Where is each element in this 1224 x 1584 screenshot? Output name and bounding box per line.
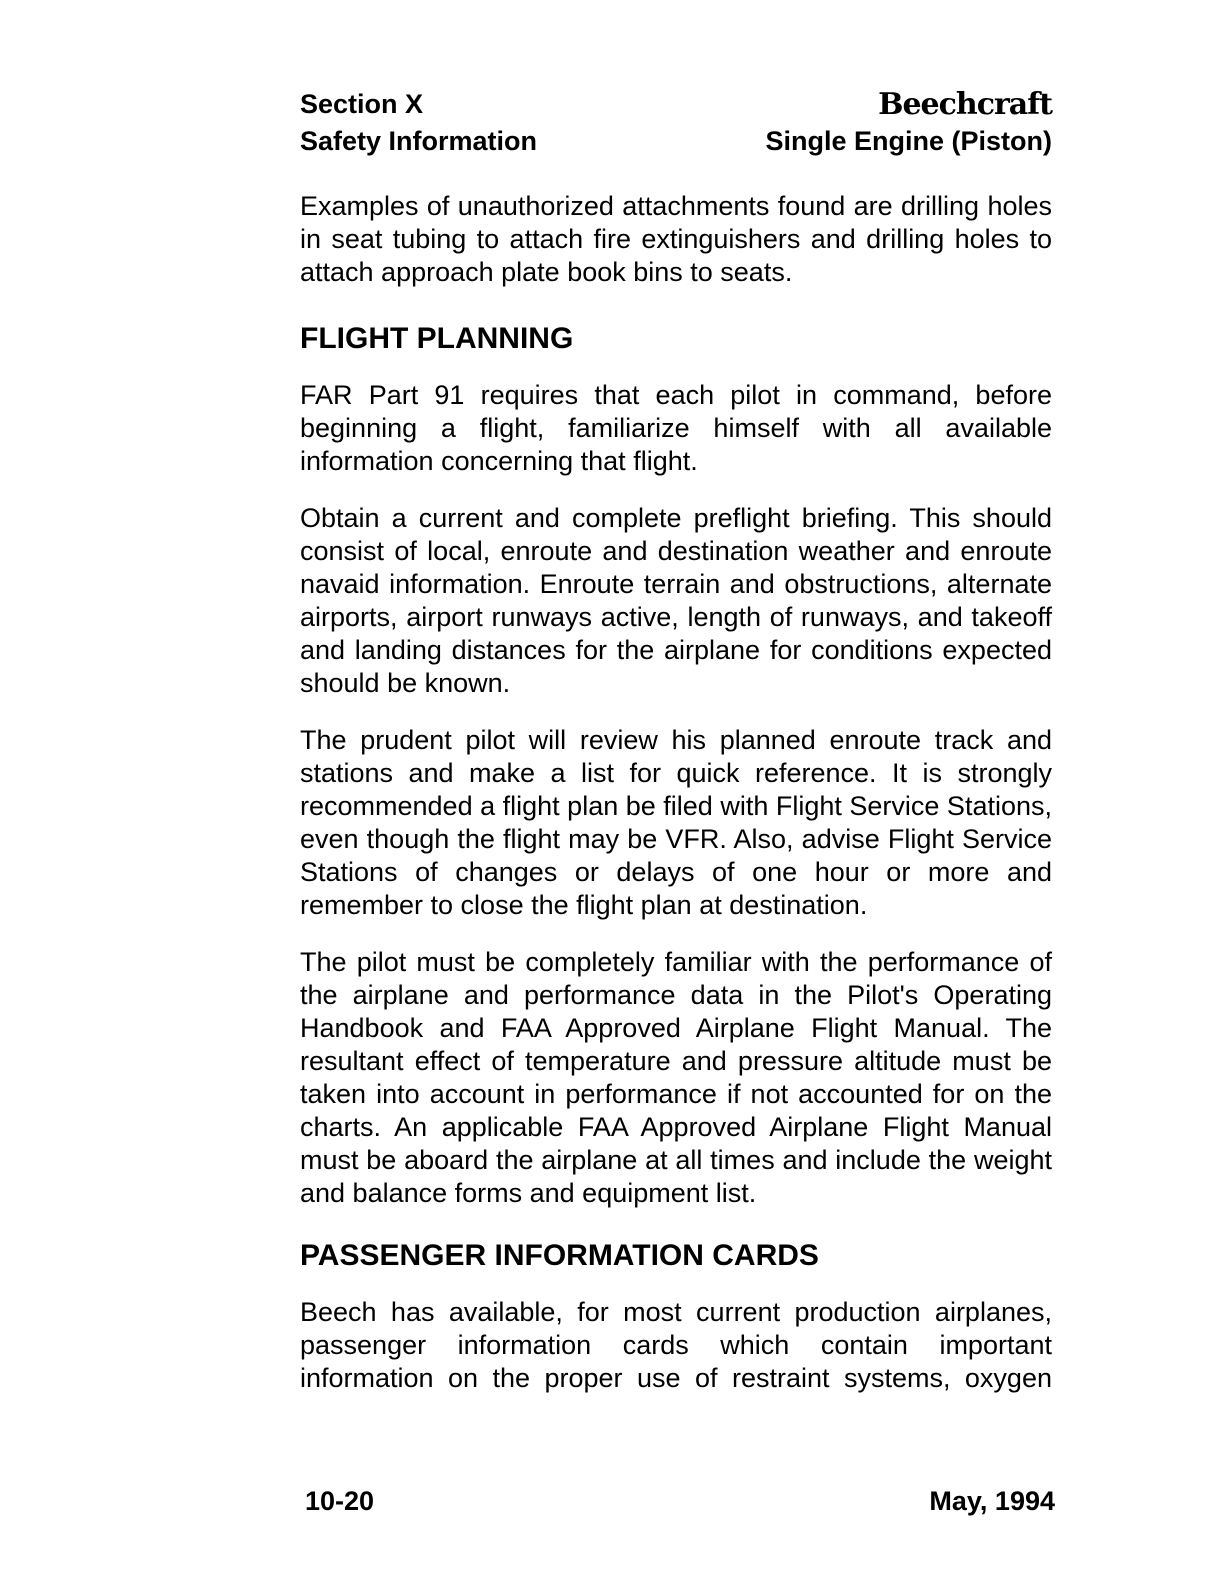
flight-planning-paragraph-3: The prudent pilot will review his planned enroute track and stations and make a list for quick reference. It is strongly recommended a flight plan be filed with Flight Service Stations, even though the flight may be VFR. Also, advise Flight Service Stations of changes or delays of one hour or more and remember to close the flight plan at destination. (300, 725, 1052, 920)
page-number: 10-20 (305, 1486, 375, 1516)
brand-logo: Beechcraft (878, 87, 1052, 122)
flight-planning-paragraph-1: FAR Part 91 requires that each pilot in command, before beginning a flight, familiarize himself with all available information concerning that flight. (300, 380, 1052, 476)
page-footer (305, 1484, 1055, 1518)
flight-planning-paragraph-4: The pilot must be completely familiar with the performance of the airplane and performance data in the Pilot's Operating Handbook and FAA Approved Airplane Flight Manual. The resultant effect of temperature and pressure altitude must be taken into account in performance if not accounted for on the charts. An applicable FAA Approved Airplane Flight Manual must be aboard the airplane at all times and include the weight and balance forms and equipment list. (300, 947, 1052, 1208)
page-content (300, 86, 1052, 1395)
passenger-cards-heading: PASSENGER INFORMATION CARDS (300, 1239, 819, 1272)
header-right (765, 86, 1052, 160)
flight-planning-paragraph-2: Obtain a current and complete preflight briefing. This should consist of local, enroute and destination weather and enroute navaid information. Enroute terrain and obstructions, alternate airports, airport runways active, length of runways, and takeoff and landing distances for the airplane for conditions expected should be known. (300, 503, 1052, 698)
section-title: Safety Information (300, 126, 538, 156)
model-label: Single Engine (Piston) (765, 126, 1052, 156)
section-label: Section X (300, 89, 424, 119)
flight-planning-heading: FLIGHT PLANNING (300, 322, 574, 355)
intro-paragraph: Examples of unauthorized attachments found are drilling holes in seat tubing to attach fire extinguishers and drilling holes to attach approach plate book bins to seats. (300, 191, 1052, 287)
header-left (300, 86, 537, 160)
passenger-cards-paragraph: Beech has available, for most current production airplanes, passenger information cards which contain important information on the proper use of restraint systems, oxygen (300, 1297, 1052, 1393)
page-header (300, 86, 1052, 160)
revision-date: May, 1994 (929, 1486, 1055, 1516)
